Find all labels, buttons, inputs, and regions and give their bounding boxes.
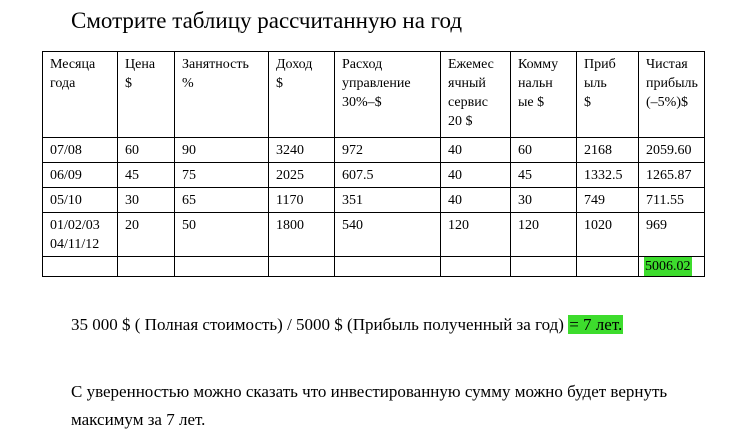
- conclusion-text: С уверенностью можно сказать что инвестированную сумму можно будет вернуть максимум за 7 лет.: [71, 382, 668, 429]
- cell-utilities: 120: [511, 213, 577, 257]
- cell-management-expense: 540: [335, 213, 441, 257]
- header-price: Цена $: [118, 52, 175, 138]
- cell-profit: 1020: [577, 213, 639, 257]
- header-month: Месяца года: [43, 52, 118, 138]
- cell-monthly-service: 40: [441, 138, 511, 163]
- cell-profit: 749: [577, 188, 639, 213]
- table-header-row: [43, 52, 705, 138]
- cell-empty: [577, 257, 639, 277]
- cell-occupancy: 50: [175, 213, 269, 257]
- table-row: [43, 213, 705, 257]
- cell-empty: [175, 257, 269, 277]
- header-net-profit: Чистая прибыль (–5%)$: [639, 52, 705, 138]
- table-total-row: [43, 257, 705, 277]
- payback-formula: 35 000 $ ( Полная стоимость) / 5000 $ (Прибыль полученный за год): [71, 315, 569, 334]
- cell-income: 1170: [269, 188, 335, 213]
- page-title: Смотрите таблицу рассчитанную на год: [71, 8, 463, 33]
- cell-monthly-service: 120: [441, 213, 511, 257]
- header-occupancy: Занятность %: [175, 52, 269, 138]
- cell-utilities: 60: [511, 138, 577, 163]
- cell-empty: [335, 257, 441, 277]
- cell-income: 2025: [269, 163, 335, 188]
- cell-management-expense: 607.5: [335, 163, 441, 188]
- cell-price: 30: [118, 188, 175, 213]
- cell-empty: [511, 257, 577, 277]
- cell-month: 01/02/03 04/11/12: [43, 213, 118, 257]
- header-profit: Приб ыль $: [577, 52, 639, 138]
- cell-income: 3240: [269, 138, 335, 163]
- cell-management-expense: 351: [335, 188, 441, 213]
- cell-price: 45: [118, 163, 175, 188]
- header-monthly-service: Ежемес ячный сервис 20 $: [441, 52, 511, 138]
- cell-empty: [118, 257, 175, 277]
- cell-management-expense: 972: [335, 138, 441, 163]
- payback-result-highlight: = 7 лет.: [569, 315, 623, 334]
- cell-price: 20: [118, 213, 175, 257]
- cell-month: 06/09: [43, 163, 118, 188]
- cell-utilities: 30: [511, 188, 577, 213]
- table-row: [43, 138, 705, 163]
- cell-net-profit: 1265.87: [639, 163, 705, 188]
- cell-net-profit: 969: [639, 213, 705, 257]
- cell-monthly-service: 40: [441, 188, 511, 213]
- total-net-profit-highlight: 5006.02: [645, 259, 691, 274]
- cell-empty: [269, 257, 335, 277]
- table-row: [43, 188, 705, 213]
- cell-month: 05/10: [43, 188, 118, 213]
- cell-empty: [43, 257, 118, 277]
- profit-table: [42, 51, 705, 277]
- cell-monthly-service: 40: [441, 163, 511, 188]
- cell-occupancy: 65: [175, 188, 269, 213]
- table-row: [43, 163, 705, 188]
- cell-price: 60: [118, 138, 175, 163]
- cell-occupancy: 75: [175, 163, 269, 188]
- cell-occupancy: 90: [175, 138, 269, 163]
- cell-income: 1800: [269, 213, 335, 257]
- cell-month: 07/08: [43, 138, 118, 163]
- header-income: Доход $: [269, 52, 335, 138]
- cell-profit: 1332.5: [577, 163, 639, 188]
- cell-empty: [441, 257, 511, 277]
- payback-calculation: [71, 311, 701, 339]
- cell-utilities: 45: [511, 163, 577, 188]
- cell-net-profit: 2059.60: [639, 138, 705, 163]
- cell-profit: 2168: [577, 138, 639, 163]
- cell-net-profit: 711.55: [639, 188, 705, 213]
- header-management-expense: Расход управление 30%–$: [335, 52, 441, 138]
- header-utilities: Комму нальн ые $: [511, 52, 577, 138]
- cell-total-net-profit: [639, 257, 705, 277]
